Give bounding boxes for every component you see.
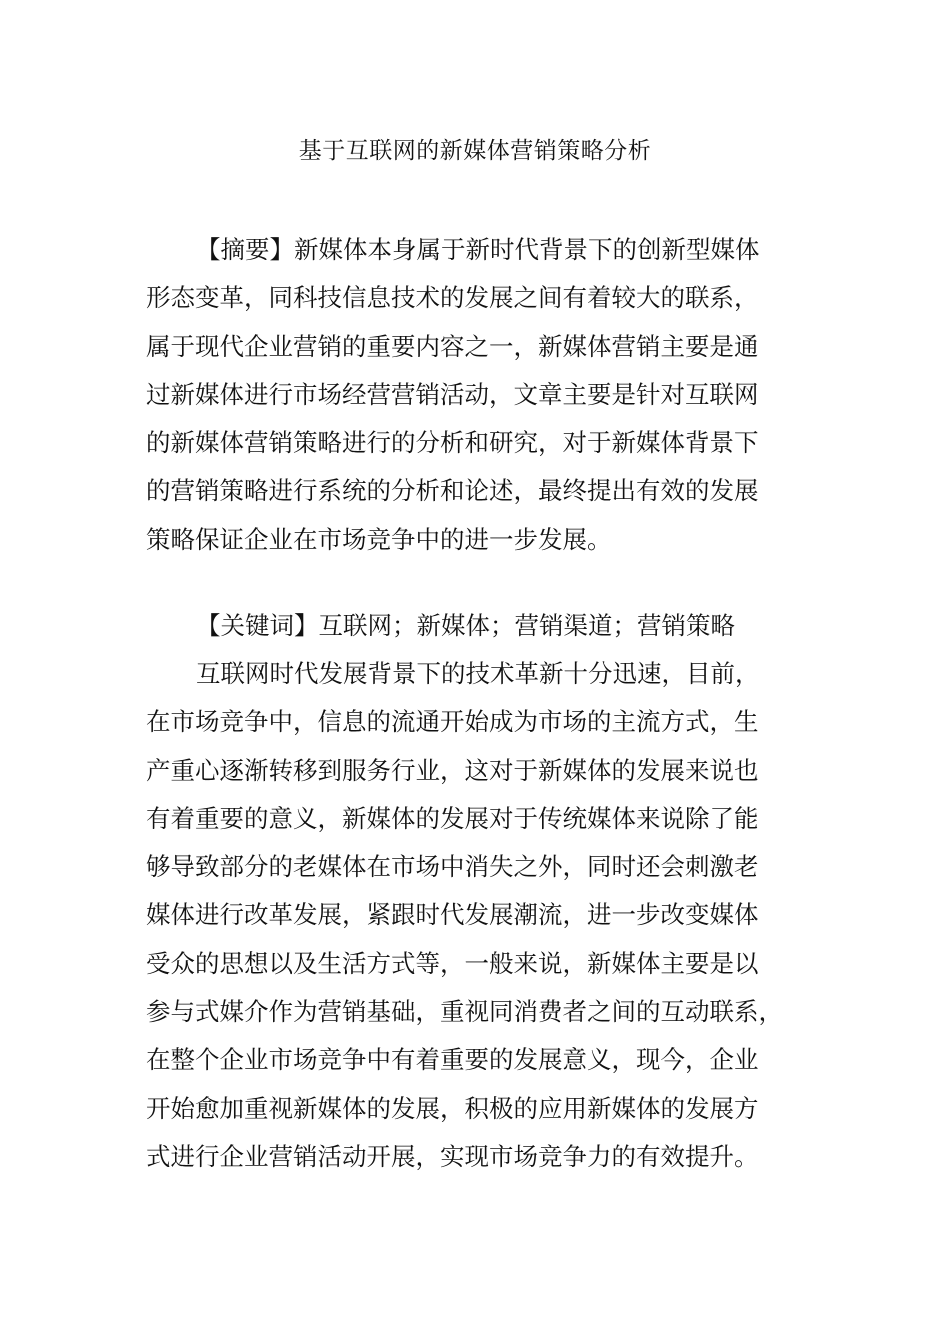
- abstract-line: 的营销策略进行系统的分析和论述，最终提出有效的发展: [146, 476, 759, 506]
- body-line: 有着重要的意义，新媒体的发展对于传统媒体来说除了能: [146, 803, 759, 833]
- body-line: 受众的思想以及生活方式等，一般来说，新媒体主要是以: [146, 948, 759, 978]
- body-line: 式进行企业营销活动开展，实现市场竞争力的有效提升。: [146, 1141, 759, 1171]
- body-line: 产重心逐渐转移到服务行业，这对于新媒体的发展来说也: [146, 755, 759, 785]
- body-line: 参与式媒介作为营销基础，重视同消费者之间的互动联系，: [146, 997, 783, 1027]
- abstract-line: 过新媒体进行市场经营营销活动，文章主要是针对互联网: [146, 379, 759, 409]
- body-paragraph: [146, 650, 806, 1181]
- abstract-line: 【摘要】新媒体本身属于新时代背景下的创新型媒体: [196, 235, 760, 264]
- body-line: 在整个企业市场竞争中有着重要的发展意义，现今，企业: [146, 1045, 759, 1075]
- abstract-line: 的新媒体营销策略进行的分析和研究，对于新媒体背景下: [146, 428, 759, 458]
- body-line: 够导致部分的老媒体在市场中消失之外，同时还会刺激老: [146, 852, 759, 882]
- abstract-paragraph: [146, 226, 806, 564]
- abstract-line: 属于现代企业营销的重要内容之一，新媒体营销主要是通: [146, 331, 759, 361]
- body-line: 在市场竞争中，信息的流通开始成为市场的主流方式，生: [146, 707, 759, 737]
- body-line: 开始愈加重视新媒体的发展，积极的应用新媒体的发展方: [146, 1093, 759, 1123]
- body-line: 互联网时代发展背景下的技术革新十分迅速，目前，: [196, 659, 760, 688]
- keywords-line: 【关键词】互联网；新媒体；营销渠道；营销策略: [196, 611, 735, 640]
- document-title: 基于互联网的新媒体营销策略分析: [298, 138, 652, 164]
- abstract-line: 策略保证企业在市场竞争中的进一步发展。: [146, 524, 612, 554]
- body-line: 媒体进行改革发展，紧跟时代发展潮流，进一步改变媒体: [146, 900, 759, 930]
- abstract-line: 形态变革，同科技信息技术的发展之间有着较大的联系，: [146, 283, 759, 313]
